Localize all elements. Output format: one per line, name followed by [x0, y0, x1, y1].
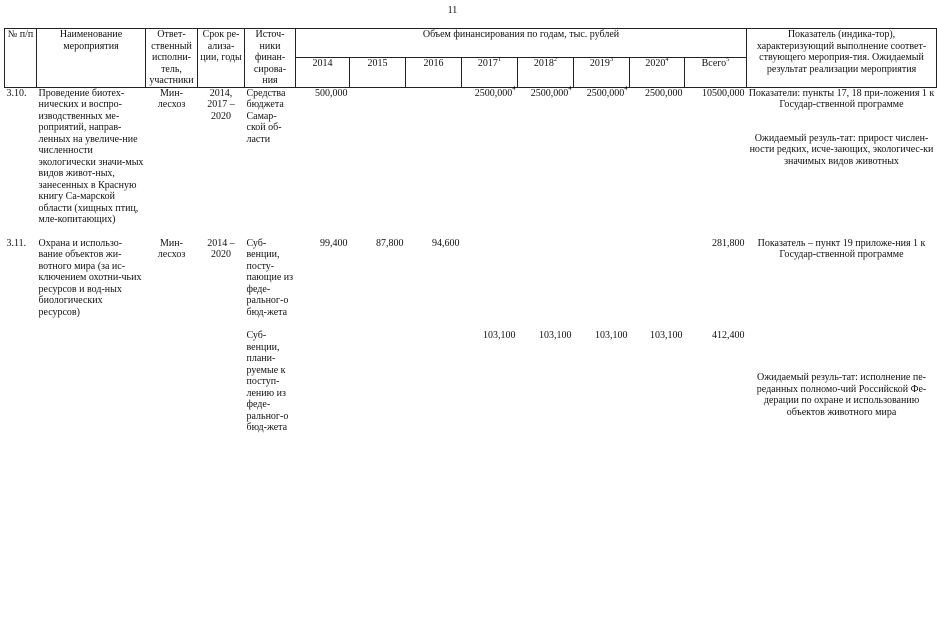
- value-text: 103,100: [483, 330, 516, 341]
- value-cell: [685, 87, 747, 226]
- value-footnote: 4: [512, 85, 516, 93]
- year-label: 2018: [533, 58, 554, 70]
- row-num: 3.11.: [6, 237, 27, 249]
- value-cell: [574, 330, 630, 434]
- value-cell: [574, 87, 630, 226]
- value-cell: [350, 87, 406, 226]
- value-cell: [296, 330, 350, 434]
- year-label: 2014: [312, 58, 333, 70]
- row-source: Суб-венции, плани-руемые к поступ-лению из феде-ральног-о бюд-жета: [246, 330, 289, 433]
- row-responsible: Мин-лесхоз: [157, 237, 186, 260]
- row-term: 2014, 2017 – 2020: [207, 87, 235, 122]
- header-year-2: [406, 58, 462, 87]
- value-cell: [630, 330, 685, 434]
- year-footnote: 3: [609, 55, 614, 63]
- header-source: Источ-ники финан-сирова-ния: [245, 29, 296, 88]
- row-indicator: [747, 87, 937, 226]
- header-year-6: [630, 55, 685, 87]
- value-text: 500,000: [315, 87, 348, 99]
- year-label: 2015: [367, 58, 388, 70]
- row-name: Проведение биотех-нических и воспро-изводственных ме-роприятий, направ-ленных на увеличе-ние численности экологически значи-мых видов живот-ных, занесенных в Красную книгу Са-марской области (хищных птиц, мле-копитающих): [38, 87, 144, 225]
- value-text: 87,800: [376, 237, 404, 249]
- expected-result-text: Ожидаемый резуль-тат: исполнение пе-реданных полномо-чий Российской Фе-дерации по охране и использованию объектов животного мира: [756, 372, 927, 418]
- value-cell: [685, 238, 747, 319]
- value-text: 99,400: [320, 237, 348, 249]
- table-row: [5, 330, 937, 434]
- value-cell: [518, 330, 574, 434]
- funding-table: [4, 28, 937, 434]
- header-num: № п/п: [5, 29, 37, 88]
- value-cell: [518, 87, 574, 226]
- header-year-3: [462, 55, 518, 87]
- value-cell: [350, 330, 406, 434]
- value-text: 2500,000: [645, 87, 683, 99]
- value-cell: [296, 238, 350, 319]
- value-cell: [462, 238, 518, 319]
- year-label: 2019: [589, 58, 610, 70]
- row-indicator: [747, 330, 937, 434]
- value-text: 10500,000: [702, 87, 745, 99]
- value-cell: [406, 238, 462, 319]
- header-year-5: [574, 55, 630, 87]
- year-footnote: 4: [665, 55, 669, 63]
- header-year-1: [350, 58, 406, 87]
- value-cell: [296, 87, 350, 226]
- value-text: 2500,000: [474, 87, 513, 99]
- header-name: Наименование мероприятия: [37, 29, 146, 88]
- value-cell: [406, 87, 462, 226]
- year-label: 2020: [645, 58, 666, 70]
- header-indicator: Показатель (индика-тор), характеризующий выполнение соответ-ствующего мероприя-тия. Ожидаемый результат реализации мероприятия: [747, 29, 937, 88]
- year-label: 2016: [423, 58, 444, 70]
- row-name: Охрана и использо-вание объектов жи-вотного мира (за ис-ключением охотни-чьих ресурсов и вод-ных биологических ресурсов): [38, 237, 142, 318]
- row-responsible: Мин-лесхоз: [157, 87, 186, 110]
- value-cell: [350, 238, 406, 319]
- page-number: 11: [447, 5, 458, 16]
- value-cell: [462, 87, 518, 226]
- value-cell: [574, 238, 630, 319]
- value-text: 412,400: [712, 330, 745, 341]
- value-text: 103,100: [595, 330, 628, 341]
- value-cell: [462, 330, 518, 434]
- header-funding-title: Объем финансирования по годам, тыс. рублей: [296, 29, 747, 58]
- year-footnote: 1: [497, 55, 502, 63]
- value-cell: [685, 330, 747, 434]
- row-term: 2014 – 2020: [207, 237, 235, 260]
- value-text: 94,600: [432, 237, 460, 249]
- value-footnote: 4: [624, 85, 628, 93]
- table-row: [5, 238, 937, 319]
- row-indicator: Показатель – пункт 19 приложе-ния 1 к Государ-ственной программе: [757, 237, 926, 260]
- year-footnote: 5: [726, 55, 730, 63]
- year-footnote: 2: [553, 55, 558, 63]
- value-footnote: 4: [568, 85, 572, 93]
- row-source: Средства бюджета Самар-ской об-ласти: [246, 87, 286, 145]
- value-text: 103,100: [650, 330, 683, 341]
- header-year-4: [518, 55, 574, 87]
- row-source: Суб-венции, посту-пающие из феде-ральног-о бюд-жета: [246, 237, 294, 318]
- value-cell: [630, 238, 685, 319]
- value-text: 2500,000: [530, 87, 569, 99]
- year-label: 2017: [477, 58, 498, 70]
- header-term: Срок ре-ализа-ции, годы: [198, 29, 245, 88]
- value-text: 103,100: [539, 330, 572, 341]
- value-cell: [630, 87, 685, 226]
- table-row: [5, 87, 937, 226]
- expected-result-text: Ожидаемый резуль-тат: прирост числен-ности редких, исче-зающих, экологичес-ки значимых видов животных: [749, 132, 934, 167]
- header-year-0: [296, 58, 350, 87]
- year-label: Всего: [701, 58, 727, 70]
- value-text: 2500,000: [586, 87, 625, 99]
- value-cell: [518, 238, 574, 319]
- header-year-7: [685, 55, 747, 87]
- value-text: 281,800: [712, 237, 745, 249]
- indicator-text: Показатели: пункты 17, 18 при-ложения 1 к Государ-ственной программе: [748, 87, 935, 110]
- row-num: 3.10.: [6, 87, 27, 99]
- value-cell: [406, 330, 462, 434]
- header-responsible: Ответ-ственный исполни-тель, участники: [146, 29, 198, 88]
